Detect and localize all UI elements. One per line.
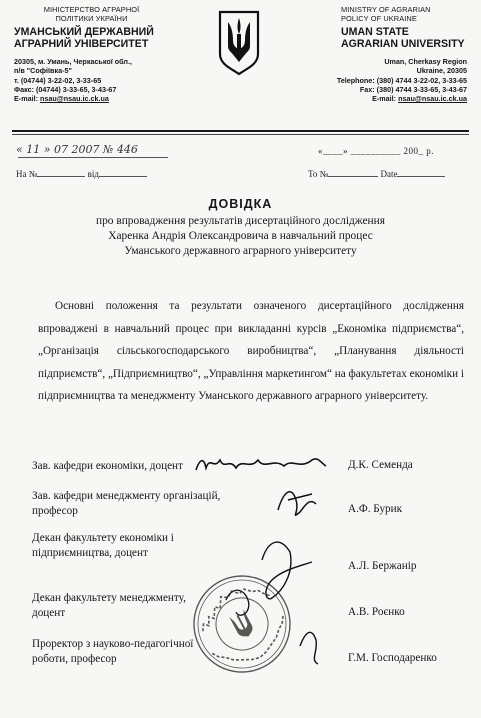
subtitle-line-1: про впровадження результатів дисертаційного дослідження (96, 215, 385, 227)
ministry-ua-line2: ПОЛІТИКИ УКРАЇНИ (55, 13, 128, 23)
university-en (341, 26, 467, 50)
sig-5-position: Проректор з науково-педагогічної роботи, професор (32, 638, 194, 665)
sig-1-name: Д.К. Семенда (348, 459, 413, 471)
sig-4-position: Декан факультету менеджменту, доцент (32, 592, 186, 619)
to-label: To № (308, 169, 329, 179)
ministry-ua-line1: МІНІСТЕРСТВО АГРАРНОЇ (43, 5, 140, 14)
contacts-en-phone: Telephone: (380) 4744 3-22-02, 3-33-65 (336, 75, 467, 85)
email-label-en: E-mail: (372, 94, 399, 103)
contacts-ua-phone: т. (04744) 3-22-02, 3-33-65 (14, 75, 102, 85)
email-label-ua: E-mail: (14, 94, 40, 103)
na-label: На № (16, 169, 38, 179)
document-title: ДОВІДКА (208, 197, 273, 211)
sig-1-position: Зав. кафедри економіки, доцент (32, 460, 183, 472)
sig-3-position: Декан факультету економіки і підприємництва, доцент (32, 532, 174, 559)
handwritten-reg-number: « 11 » 07 2007 № 446 (16, 143, 138, 156)
header-right (257, 6, 467, 103)
contacts-en (257, 57, 467, 103)
subtitle-line-3: Уманського державного аграрного університету (124, 245, 357, 257)
reg-line-left-1 (18, 157, 168, 158)
contacts-en-city: Uman, Cherkasy Region (384, 57, 467, 67)
university-ua (14, 26, 214, 50)
reg-right-blank: «____» __________ 200_ p. (318, 146, 434, 156)
date-label: Date (380, 169, 398, 179)
sig-5-name: Г.М. Господаренко (348, 652, 437, 664)
contacts-en-email-row (257, 94, 467, 103)
vid-label: від (87, 169, 99, 179)
reg-na-row (16, 169, 147, 179)
sig-3-name: А.Л. Бержанір (348, 560, 417, 572)
contacts-ua-address: 20305, м. Умань, Черкаської обл., (14, 57, 132, 67)
signature-buryk-icon (278, 492, 316, 516)
ministry-en-line1: MINISTRY OF AGRARIAN (341, 5, 431, 14)
university-ua-line1: УМАНСЬКИЙ ДЕРЖАВНИЙ (14, 26, 154, 39)
ministry-en-line2: POLICY OF UKRAINE (341, 13, 417, 23)
sig-2-name: А.Ф. Бурик (348, 503, 403, 515)
header-divider (12, 130, 469, 132)
contacts-ua-postbox: п/в "Софіївка-5" (14, 66, 72, 76)
university-en-line2: AGRARIAN UNIVERSITY (341, 38, 465, 51)
official-stamp (190, 572, 294, 676)
document-body: Основні положення та результати означеного дисертаційного дослідження впроваджені в навчальний процес при викладанні курсів „Економіка підприємства“, „Організація сільськогосподарського виробництва“, „Планування діяльності підприємств“, „Підприємництво“, „Управління маркетингом“ на факультетах економіки і підприємництва та менеджменту Уманського державного аграрного університету. (38, 300, 464, 402)
contacts-ua-email-row (14, 94, 214, 103)
contacts-ua-fax: Факс: (04744) 3-33-65, 3-43-67 (14, 84, 117, 94)
ministry-ua (14, 6, 169, 23)
ministry-en (341, 6, 467, 23)
university-ua-line2: АГРАРНИЙ УНІВЕРСИТЕТ (14, 38, 149, 51)
contacts-ua (14, 57, 214, 103)
document-subtitle (40, 214, 441, 259)
contacts-en-fax: Fax: (380) 4744 3-33-65, 3-43-67 (359, 84, 467, 94)
email-link-ua[interactable]: nsau@nsau.ic.ck.ua (39, 94, 109, 103)
contacts-en-country: Ukraine, 20305 (416, 66, 467, 76)
reg-to-row (308, 169, 445, 179)
sig-2-position: Зав. кафедри менеджменту організацій, професор (32, 490, 221, 517)
header-divider-thin (12, 134, 469, 135)
header-left (14, 6, 214, 103)
email-link-en[interactable]: nsau@nsau.ic.ck.ua (398, 94, 467, 103)
university-en-line1: UMAN STATE (341, 26, 409, 39)
sig-4-name: А.В. Роєнко (348, 606, 405, 618)
subtitle-line-2: Харенка Андрія Олександровича в навчальний процес (108, 230, 373, 242)
